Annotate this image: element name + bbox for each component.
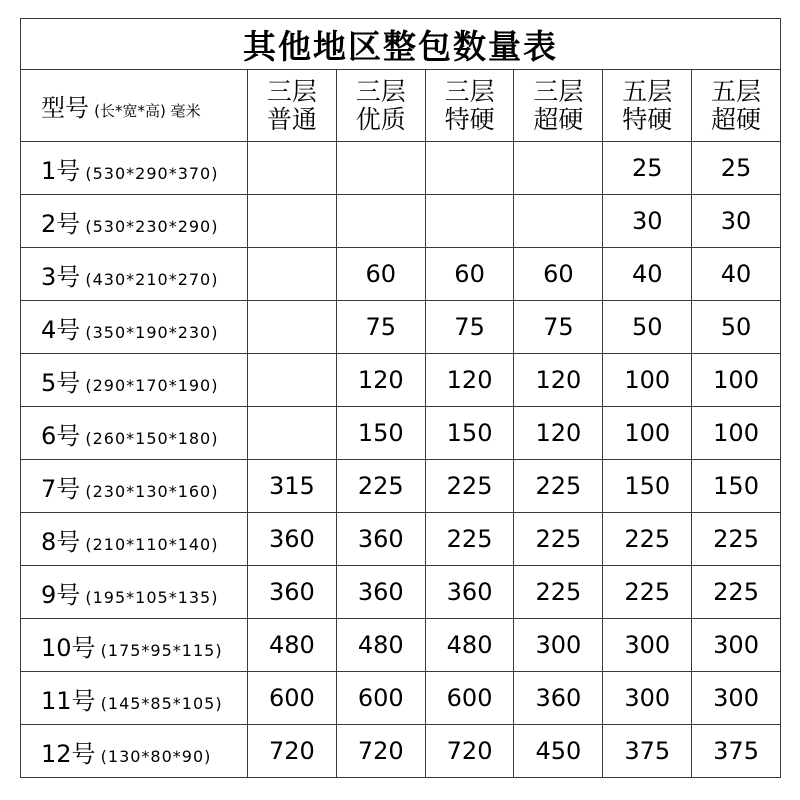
header-grade-line2: 超硬	[711, 104, 762, 134]
quantity-cell: 25	[692, 142, 781, 195]
table-row	[21, 566, 781, 619]
quantity-cell: 360	[425, 566, 514, 619]
quantity-cell	[248, 301, 337, 354]
box-dimensions: (130*80*90)	[100, 746, 212, 766]
quantity-cell: 300	[692, 619, 781, 672]
quantity-cell	[425, 195, 514, 248]
header-grade-line2: 特硬	[622, 104, 673, 134]
quantity-cell: 450	[514, 725, 603, 778]
quantity-cell: 600	[336, 672, 425, 725]
quantity-cell: 100	[692, 354, 781, 407]
quantity-cell: 150	[336, 407, 425, 460]
box-size: 1号	[41, 156, 81, 185]
quantity-cell: 60	[425, 248, 514, 301]
quantity-cell: 150	[425, 407, 514, 460]
quantity-cell: 300	[603, 619, 692, 672]
table-row	[21, 619, 781, 672]
quantity-cell	[336, 195, 425, 248]
header-dims-label: (长*宽*高) 毫米	[94, 102, 201, 120]
spec-cell	[21, 301, 248, 354]
box-dimensions: (260*150*180)	[85, 428, 219, 448]
header-model-cell	[21, 70, 248, 142]
quantity-cell: 75	[514, 301, 603, 354]
quantity-cell: 300	[603, 672, 692, 725]
header-grade-label	[267, 78, 317, 134]
quantity-cell: 225	[514, 513, 603, 566]
quantity-cell: 40	[692, 248, 781, 301]
table-row	[21, 672, 781, 725]
quantity-cell: 100	[603, 354, 692, 407]
quantity-cell: 720	[248, 725, 337, 778]
quantity-cell	[514, 142, 603, 195]
header-grade-label	[356, 78, 406, 134]
quantity-cell: 480	[336, 619, 425, 672]
quantity-cell	[248, 195, 337, 248]
spec-cell	[21, 566, 248, 619]
header-row	[21, 70, 781, 142]
title-row	[21, 19, 781, 70]
box-size: 2号	[41, 209, 81, 238]
table-row	[21, 195, 781, 248]
quantity-cell: 150	[603, 460, 692, 513]
quantity-cell: 360	[336, 513, 425, 566]
quantity-cell: 225	[514, 566, 603, 619]
spec-cell	[21, 142, 248, 195]
quantity-cell: 225	[692, 513, 781, 566]
spec-cell	[21, 354, 248, 407]
box-size: 7号	[41, 474, 81, 503]
header-grade-line1: 三层	[355, 76, 406, 106]
quantity-cell: 600	[425, 672, 514, 725]
quantity-cell: 225	[425, 513, 514, 566]
quantity-cell	[248, 407, 337, 460]
header-model-label: 型号	[41, 94, 89, 122]
quantity-cell: 720	[425, 725, 514, 778]
quantity-cell: 300	[514, 619, 603, 672]
quantity-cell	[425, 142, 514, 195]
box-size: 9号	[41, 580, 81, 609]
box-size: 5号	[41, 368, 81, 397]
header-grade-label	[622, 78, 672, 134]
box-dimensions: (290*170*190)	[85, 375, 219, 395]
quantity-cell: 75	[425, 301, 514, 354]
box-dimensions: (350*190*230)	[85, 322, 219, 342]
table-title: 其他地区整包数量表	[21, 19, 781, 70]
spec-cell	[21, 619, 248, 672]
box-dimensions: (175*95*115)	[100, 640, 223, 660]
table-row	[21, 725, 781, 778]
quantity-cell	[514, 195, 603, 248]
table-row	[21, 142, 781, 195]
quantity-cell: 50	[603, 301, 692, 354]
header-grade-line2: 普通	[266, 104, 317, 134]
spec-cell	[21, 725, 248, 778]
quantity-cell	[248, 248, 337, 301]
header-grade-line1: 三层	[533, 76, 584, 106]
box-dimensions: (530*230*290)	[85, 216, 219, 236]
spec-cell	[21, 248, 248, 301]
quantity-cell: 75	[336, 301, 425, 354]
quantity-cell: 120	[514, 354, 603, 407]
quantity-cell: 360	[336, 566, 425, 619]
quantity-cell: 375	[692, 725, 781, 778]
spec-cell	[21, 195, 248, 248]
header-grade-cell	[514, 70, 603, 142]
table-row	[21, 248, 781, 301]
header-grade-cell	[692, 70, 781, 142]
box-dimensions: (530*290*370)	[85, 163, 219, 183]
quantity-cell	[248, 142, 337, 195]
header-grade-line2: 特硬	[444, 104, 495, 134]
quantity-cell: 360	[514, 672, 603, 725]
quantity-cell: 225	[603, 566, 692, 619]
table-row	[21, 460, 781, 513]
quantity-cell: 225	[425, 460, 514, 513]
quantity-cell: 480	[425, 619, 514, 672]
table-row	[21, 354, 781, 407]
box-dimensions: (210*110*140)	[85, 534, 219, 554]
header-grade-line1: 三层	[444, 76, 495, 106]
quantity-cell	[336, 142, 425, 195]
box-size: 12号	[41, 739, 96, 768]
quantity-cell: 480	[248, 619, 337, 672]
quantity-table-sheet	[20, 18, 780, 780]
quantity-cell: 120	[514, 407, 603, 460]
spec-cell	[21, 407, 248, 460]
header-grade-label	[445, 78, 495, 134]
quantity-cell: 225	[336, 460, 425, 513]
box-dimensions: (430*210*270)	[85, 269, 219, 289]
spec-cell	[21, 513, 248, 566]
quantity-cell: 30	[692, 195, 781, 248]
quantity-cell	[248, 354, 337, 407]
quantity-cell: 120	[336, 354, 425, 407]
quantity-cell: 60	[336, 248, 425, 301]
spec-cell	[21, 460, 248, 513]
quantity-cell: 300	[692, 672, 781, 725]
box-dimensions: (195*105*135)	[85, 587, 219, 607]
box-size: 10号	[41, 633, 96, 662]
quantity-cell: 225	[603, 513, 692, 566]
quantity-cell: 225	[514, 460, 603, 513]
quantity-cell: 720	[336, 725, 425, 778]
header-grade-cell	[336, 70, 425, 142]
header-grade-line2: 优质	[355, 104, 406, 134]
quantity-cell: 25	[603, 142, 692, 195]
header-grade-line2: 超硬	[533, 104, 584, 134]
box-size: 6号	[41, 421, 81, 450]
table-row	[21, 513, 781, 566]
table-row	[21, 301, 781, 354]
box-size: 3号	[41, 262, 81, 291]
quantity-table	[20, 18, 781, 778]
spec-cell	[21, 672, 248, 725]
quantity-cell: 60	[514, 248, 603, 301]
header-grade-cell	[603, 70, 692, 142]
header-grade-line1: 三层	[266, 76, 317, 106]
quantity-cell: 100	[603, 407, 692, 460]
quantity-cell: 150	[692, 460, 781, 513]
quantity-cell: 120	[425, 354, 514, 407]
quantity-cell: 600	[248, 672, 337, 725]
quantity-cell: 315	[248, 460, 337, 513]
box-dimensions: (230*130*160)	[85, 481, 219, 501]
header-grade-cell	[425, 70, 514, 142]
header-grade-line1: 五层	[622, 76, 673, 106]
box-size: 11号	[41, 686, 96, 715]
box-dimensions: (145*85*105)	[100, 693, 223, 713]
quantity-cell: 50	[692, 301, 781, 354]
quantity-cell: 360	[248, 513, 337, 566]
header-grade-label	[533, 78, 583, 134]
header-grade-label	[711, 78, 761, 134]
quantity-cell: 360	[248, 566, 337, 619]
header-grade-cell	[248, 70, 337, 142]
header-grade-line1: 五层	[711, 76, 762, 106]
quantity-cell: 40	[603, 248, 692, 301]
quantity-cell: 30	[603, 195, 692, 248]
box-size: 4号	[41, 315, 81, 344]
quantity-cell: 100	[692, 407, 781, 460]
table-row	[21, 407, 781, 460]
quantity-cell: 225	[692, 566, 781, 619]
box-size: 8号	[41, 527, 81, 556]
quantity-cell: 375	[603, 725, 692, 778]
